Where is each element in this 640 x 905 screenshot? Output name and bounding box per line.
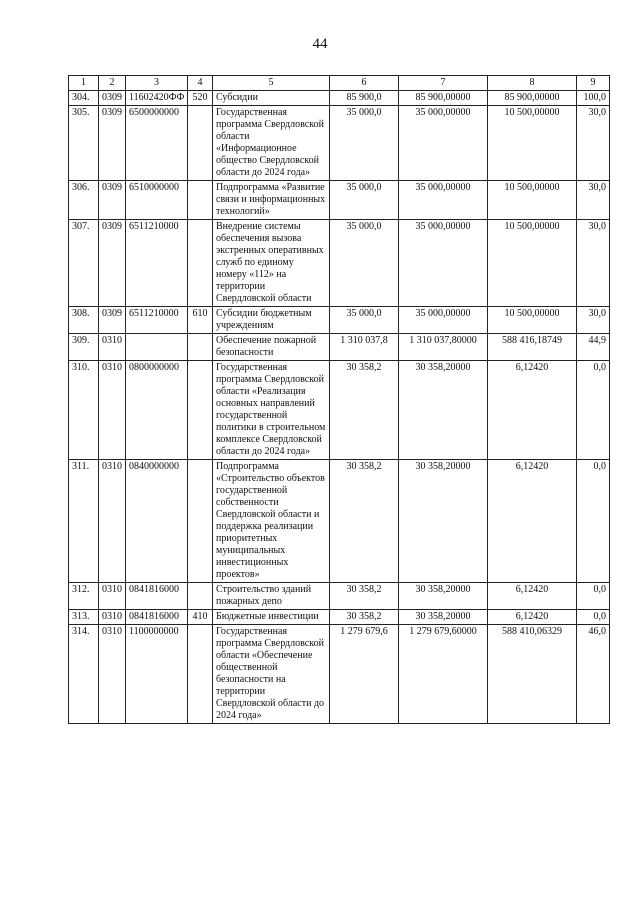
percent-col-9: 30,0 <box>577 307 610 334</box>
item-name: Субсидии бюджетным учреждениям <box>213 307 330 334</box>
expense-type-code <box>188 361 213 460</box>
expense-type-code <box>188 181 213 220</box>
item-name: Обеспечение пожарной безопасности <box>213 334 330 361</box>
expense-type-code <box>188 334 213 361</box>
section-code: 0310 <box>99 610 126 625</box>
row-number: 309. <box>69 334 99 361</box>
value-col-8: 10 500,00000 <box>488 307 577 334</box>
item-name: Подпрограмма «Строительство объектов государственной собственности Свердловской области и поддержка реализации приоритетных муниципальных инвестиционных проектов» <box>213 460 330 583</box>
expense-type-code: 410 <box>188 610 213 625</box>
value-col-8: 588 416,18749 <box>488 334 577 361</box>
table-row <box>69 91 610 106</box>
value-col-6: 35 000,0 <box>330 106 399 181</box>
expense-type-code: 610 <box>188 307 213 334</box>
row-number: 311. <box>69 460 99 583</box>
table-row <box>69 625 610 724</box>
value-col-6: 30 358,2 <box>330 361 399 460</box>
target-article-code: 6511210000 <box>126 220 188 307</box>
expense-type-code <box>188 460 213 583</box>
column-header-8: 8 <box>488 76 577 91</box>
table-row <box>69 307 610 334</box>
percent-col-9: 0,0 <box>577 361 610 460</box>
row-number: 314. <box>69 625 99 724</box>
column-header-6: 6 <box>330 76 399 91</box>
value-col-8: 6,12420 <box>488 460 577 583</box>
percent-col-9: 0,0 <box>577 610 610 625</box>
row-number: 312. <box>69 583 99 610</box>
value-col-7: 30 358,20000 <box>399 460 488 583</box>
target-article-code: 0800000000 <box>126 361 188 460</box>
percent-col-9: 30,0 <box>577 181 610 220</box>
row-number: 310. <box>69 361 99 460</box>
item-name: Государственная программа Свердловской области «Реализация основных направлений государственной политики в строительном комплексе Свердловской области до 2024 года» <box>213 361 330 460</box>
value-col-6: 85 900,0 <box>330 91 399 106</box>
expense-type-code: 520 <box>188 91 213 106</box>
row-number: 305. <box>69 106 99 181</box>
column-header-7: 7 <box>399 76 488 91</box>
section-code: 0309 <box>99 220 126 307</box>
column-header-4: 4 <box>188 76 213 91</box>
section-code: 0310 <box>99 334 126 361</box>
row-number: 308. <box>69 307 99 334</box>
column-header-9: 9 <box>577 76 610 91</box>
section-code: 0310 <box>99 361 126 460</box>
value-col-8: 85 900,00000 <box>488 91 577 106</box>
value-col-8: 10 500,00000 <box>488 106 577 181</box>
expense-type-code <box>188 583 213 610</box>
item-name: Бюджетные инвестиции <box>213 610 330 625</box>
item-name: Государственная программа Свердловской области «Обеспечение общественной безопасности на территории Свердловской области до 2024 года» <box>213 625 330 724</box>
target-article-code: 11602420ФФ <box>126 91 188 106</box>
value-col-7: 1 310 037,80000 <box>399 334 488 361</box>
value-col-6: 35 000,0 <box>330 181 399 220</box>
percent-col-9: 44,9 <box>577 334 610 361</box>
value-col-8: 6,12420 <box>488 610 577 625</box>
target-article-code: 0841816000 <box>126 610 188 625</box>
value-col-6: 1 310 037,8 <box>330 334 399 361</box>
table-row <box>69 460 610 583</box>
target-article-code: 0841816000 <box>126 583 188 610</box>
value-col-7: 1 279 679,60000 <box>399 625 488 724</box>
row-number: 307. <box>69 220 99 307</box>
table-row <box>69 220 610 307</box>
value-col-7: 35 000,00000 <box>399 220 488 307</box>
table-row <box>69 181 610 220</box>
section-code: 0310 <box>99 460 126 583</box>
page-number: 44 <box>312 36 328 52</box>
table-row <box>69 334 610 361</box>
table-row <box>69 106 610 181</box>
percent-col-9: 46,0 <box>577 625 610 724</box>
percent-col-9: 100,0 <box>577 91 610 106</box>
header-row <box>69 76 610 91</box>
target-article-code: 1100000000 <box>126 625 188 724</box>
value-col-8: 10 500,00000 <box>488 181 577 220</box>
table-row <box>69 610 610 625</box>
value-col-6: 1 279 679,6 <box>330 625 399 724</box>
value-col-6: 30 358,2 <box>330 583 399 610</box>
item-name: Строительство зданий пожарных депо <box>213 583 330 610</box>
table-row <box>69 583 610 610</box>
value-col-8: 10 500,00000 <box>488 220 577 307</box>
target-article-code: 0840000000 <box>126 460 188 583</box>
section-code: 0309 <box>99 181 126 220</box>
value-col-6: 35 000,0 <box>330 220 399 307</box>
value-col-8: 6,12420 <box>488 583 577 610</box>
target-article-code: 6500000000 <box>126 106 188 181</box>
target-article-code: 6511210000 <box>126 307 188 334</box>
item-name: Государственная программа Свердловской области «Информационное общество Свердловской области до 2024 года» <box>213 106 330 181</box>
percent-col-9: 30,0 <box>577 106 610 181</box>
value-col-8: 588 410,06329 <box>488 625 577 724</box>
expense-type-code <box>188 106 213 181</box>
value-col-7: 35 000,00000 <box>399 307 488 334</box>
value-col-6: 30 358,2 <box>330 610 399 625</box>
value-col-7: 85 900,00000 <box>399 91 488 106</box>
section-code: 0309 <box>99 106 126 181</box>
percent-col-9: 30,0 <box>577 220 610 307</box>
expense-type-code <box>188 625 213 724</box>
row-number: 304. <box>69 91 99 106</box>
table-body <box>69 91 610 724</box>
column-header-2: 2 <box>99 76 126 91</box>
column-header-3: 3 <box>126 76 188 91</box>
section-code: 0309 <box>99 91 126 106</box>
item-name: Внедрение системы обеспечения вызова экстренных оперативных служб по единому номеру «112» на территории Свердловской области <box>213 220 330 307</box>
expense-type-code <box>188 220 213 307</box>
value-col-7: 30 358,20000 <box>399 361 488 460</box>
section-code: 0310 <box>99 625 126 724</box>
percent-col-9: 0,0 <box>577 460 610 583</box>
percent-col-9: 0,0 <box>577 583 610 610</box>
value-col-7: 30 358,20000 <box>399 610 488 625</box>
table-row <box>69 361 610 460</box>
item-name: Подпрограмма «Развитие связи и информационных технологий» <box>213 181 330 220</box>
row-number: 306. <box>69 181 99 220</box>
budget-table <box>68 75 610 724</box>
column-header-5: 5 <box>213 76 330 91</box>
value-col-7: 35 000,00000 <box>399 181 488 220</box>
value-col-6: 30 358,2 <box>330 460 399 583</box>
item-name: Субсидии <box>213 91 330 106</box>
value-col-6: 35 000,0 <box>330 307 399 334</box>
row-number: 313. <box>69 610 99 625</box>
section-code: 0310 <box>99 583 126 610</box>
column-header-1: 1 <box>69 76 99 91</box>
value-col-7: 30 358,20000 <box>399 583 488 610</box>
section-code: 0309 <box>99 307 126 334</box>
target-article-code <box>126 334 188 361</box>
value-col-8: 6,12420 <box>488 361 577 460</box>
target-article-code: 6510000000 <box>126 181 188 220</box>
value-col-7: 35 000,00000 <box>399 106 488 181</box>
